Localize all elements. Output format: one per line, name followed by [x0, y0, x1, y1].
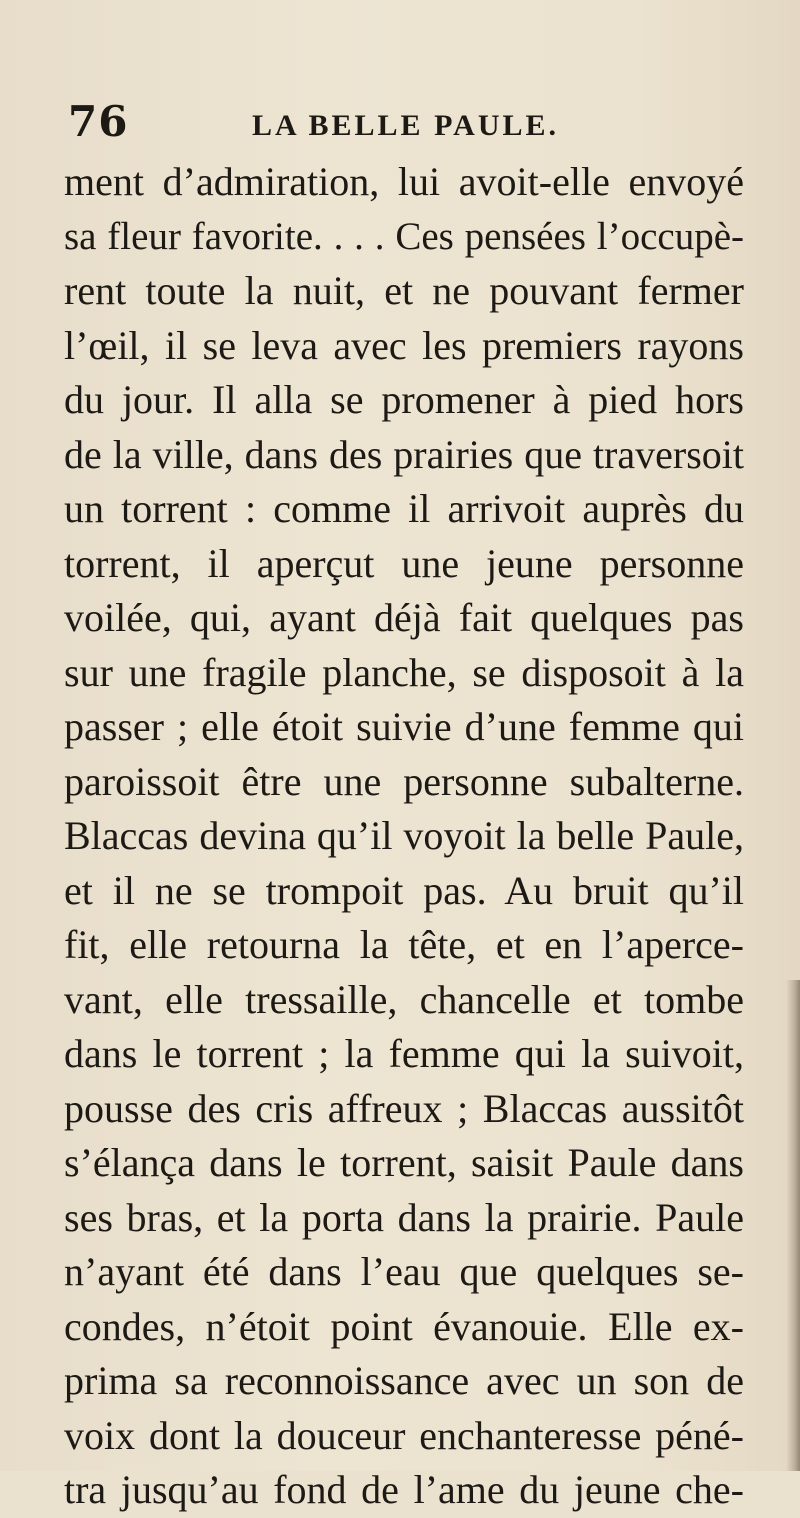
page-edge-shadow	[786, 980, 800, 1471]
text-line: l’œil, il se leva avec les premiers rayons	[64, 322, 744, 368]
text-line: condes, n’étoit point évanouie. Elle ex-	[64, 1303, 744, 1349]
text-line: fit, elle retourna la tête, et en l’aperce-	[64, 922, 744, 967]
text-line: dans le torrent ; la femme qui la suivoit,	[64, 1031, 744, 1076]
text-line: torrent, il aperçut une jeune personne	[64, 540, 744, 586]
text-line: sur une fragile planche, se disposoit à la	[64, 649, 744, 695]
running-header	[68, 97, 728, 147]
text-line: voix dont la douceur enchanteresse péné-	[64, 1412, 744, 1458]
text-line: de la ville, dans des prairies que traversoit	[64, 431, 744, 477]
text-line: voilée, qui, ayant déjà fait quelques pas	[64, 595, 744, 640]
text-line: sa fleur favorite. . . . Ces pensées l’occupè-	[64, 214, 744, 258]
running-title: LA BELLE PAULE.	[252, 109, 560, 142]
text-line: ses bras, et la porta dans la prairie. Paule	[64, 1194, 744, 1240]
text-line: un torrent : comme il arrivoit auprès du	[64, 486, 744, 531]
text-line: prima sa reconnoissance avec un son de	[64, 1358, 744, 1403]
text-line: pousse des cris affreux ; Blaccas aussitôt	[64, 1085, 744, 1131]
text-line: s’élança dans le torrent, saisit Paule dans	[64, 1140, 744, 1185]
text-line: du jour. Il alla se promener à pied hors	[64, 377, 744, 422]
text-line: Blaccas devina qu’il voyoit la belle Paule,	[64, 813, 744, 858]
text-line: passer ; elle étoit suivie d’une femme qui	[64, 704, 744, 749]
text-line: ment d’admiration, lui avoit-elle envoyé	[64, 159, 744, 204]
text-line: vant, elle tressaille, chancelle et tombe	[64, 976, 744, 1022]
text-line: et il ne se trompoit pas. Au bruit qu’il	[64, 867, 744, 913]
text-line: paroissoit être une personne subalterne.	[64, 758, 744, 804]
text-line: tra jusqu’au fond de l’ame du jeune che-	[64, 1467, 744, 1512]
text-line: n’ayant été dans l’eau que quelques se-	[64, 1249, 744, 1294]
text-line: rent toute la nuit, et ne pouvant fermer	[64, 268, 744, 313]
page-number: 76	[68, 97, 129, 146]
body-text	[64, 155, 744, 1518]
